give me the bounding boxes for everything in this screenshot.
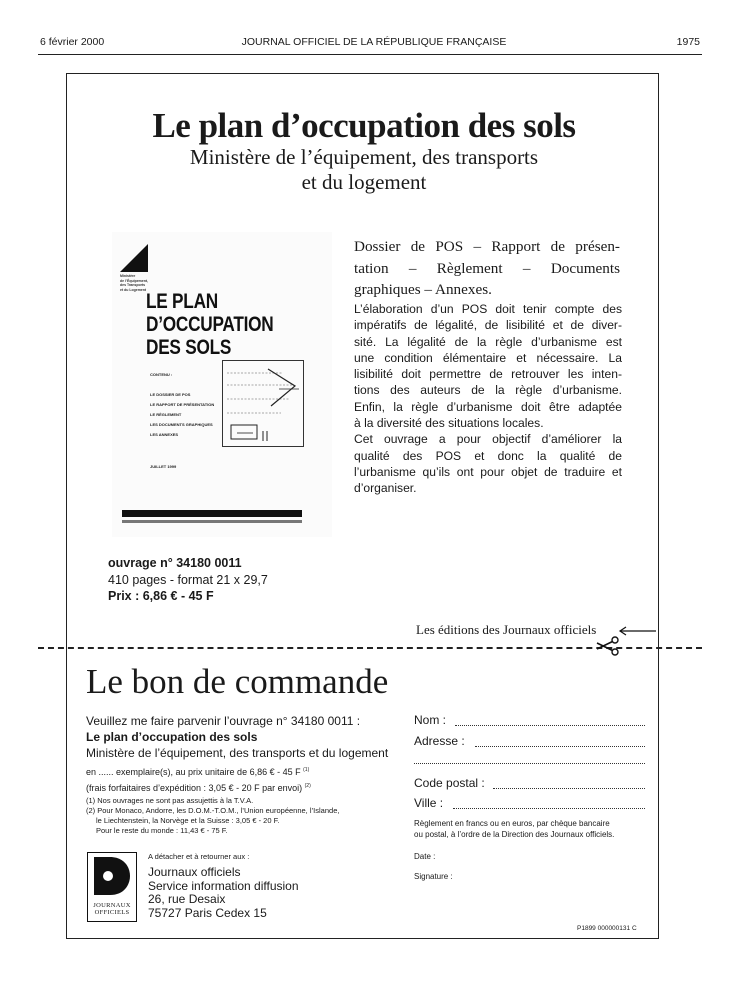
ouvrage-price: Prix : 6,86 € - 45 F	[108, 589, 214, 603]
signature-label: Signature :	[414, 872, 453, 881]
product-subtitle-line2: et du logement	[301, 170, 427, 194]
field-nom-input[interactable]	[455, 725, 645, 726]
date-label: Date :	[414, 852, 436, 861]
field-adresse-line2[interactable]	[414, 763, 645, 764]
cover-date: JUILLET 1999	[150, 464, 177, 469]
field-ville-label: Ville :	[414, 796, 444, 810]
field-adresse-input[interactable]	[475, 746, 645, 747]
header-date: 6 février 2000	[40, 36, 105, 48]
order-request: Veuillez me faire parvenir l’ouvrage n° 34180 0011 : Le plan d’occupation des sols Ministère de l’équipement, des transports et du logement	[86, 714, 389, 760]
product-title: Le plan d’occupation des sols	[152, 106, 576, 145]
product-info	[108, 555, 268, 605]
return-label: A détacher et à retourner aux :	[148, 852, 250, 861]
return-address: Journaux officiels Service information diffusion 26, rue Desaix 75727 Paris Cedex 15	[148, 865, 299, 920]
payment-terms: Règlement en francs ou en euros, par chèque bancaire ou postal, à l’ordre de la Direction des Journaux officiels.	[414, 819, 615, 839]
logo-d-mark	[92, 855, 132, 897]
field-adresse-label: Adresse :	[414, 734, 465, 748]
order-quantity: en ...... exemplaire(s), au prix unitaire de 6,86 € - 45 F $^{(1)}$ (frais forfaitaires d’expédition : 3,05 € - 20 F par envoi) $^{(2)}$	[86, 767, 311, 793]
cover-ministry: Ministère de l’Équipement, des Transports et du Logement	[120, 274, 149, 292]
field-ville-input[interactable]	[453, 808, 645, 809]
order-title: Le bon de commande	[86, 662, 389, 701]
field-code-postal-label: Code postal :	[414, 776, 485, 790]
logo-text: JOURNAUX OFFICIELS	[93, 902, 131, 916]
publisher-credit: Les éditions des Journaux officiels	[416, 622, 597, 637]
field-code-postal-input[interactable]	[493, 788, 645, 789]
header-journal: JOURNAL OFFICIEL DE LA RÉPUBLIQUE FRANÇAISE	[241, 36, 507, 48]
cover-contents: LE DOSSIER DE POS LE RAPPORT DE PRÉSENTATION LE RÈGLEMENT LES DOCUMENTS GRAPHIQUES LES ANNEXES	[150, 392, 215, 437]
cover-map-illustration	[222, 360, 304, 447]
cover-bar	[122, 510, 302, 517]
ouvrage-number: ouvrage n° 34180 0011	[108, 556, 242, 570]
product-subtitle-line1: Ministère de l’équipement, des transports	[189, 145, 539, 169]
product-description: Dossier de POS – Rapport de présen- tation – Règlement – Documents graphiques – Annexes.	[354, 238, 620, 298]
arrow-left-icon	[618, 624, 658, 642]
product-body: L’élaboration d’un POS doit tenir compte des impératifs de légalité, de lisibilité et de diver- sité. La légalité de la règle d’urbanisme est une condition élémentaire et nécessaire. La lisibilité doit permettre de retrouver les inten- tions des auteurs de la règle d’urbanisme. Enfin, la règle d’urbanisme doit être adaptée à la diversité des situations locales. Cet ouvrage a pour objectif d’améliorer la qualité des POS et donc la qualité de l’urbanisme qu’ils ont pour objet de traduire et d’organiser.	[354, 302, 622, 496]
order-reference: P1899 000000131 C	[577, 925, 637, 932]
cover-bar-secondary	[122, 520, 302, 523]
ministry-logo	[120, 244, 148, 272]
header-page-number: 1975	[676, 36, 700, 48]
header-rule	[38, 54, 702, 55]
ouvrage-pages: 410 pages - format 21 x 29,7	[108, 572, 268, 587]
order-footnotes: (1) Nos ouvrages ne sont pas assujettis à la T.V.A. (2) Pour Monaco, Andorre, les D.O.M.-T.O.M., l’Union européenne, l’Islande, le Liechtenstein, la Norvège et la Suisse : 3,05 € - 20 F. Pour le reste du monde : 11,43 € - 75 F.	[86, 796, 340, 835]
field-nom-label: Nom :	[414, 713, 447, 727]
cover-contents-heading: CONTENU :	[150, 372, 173, 377]
cover-title: LE PLAN D’OCCUPATION DES SOLS	[146, 290, 274, 359]
